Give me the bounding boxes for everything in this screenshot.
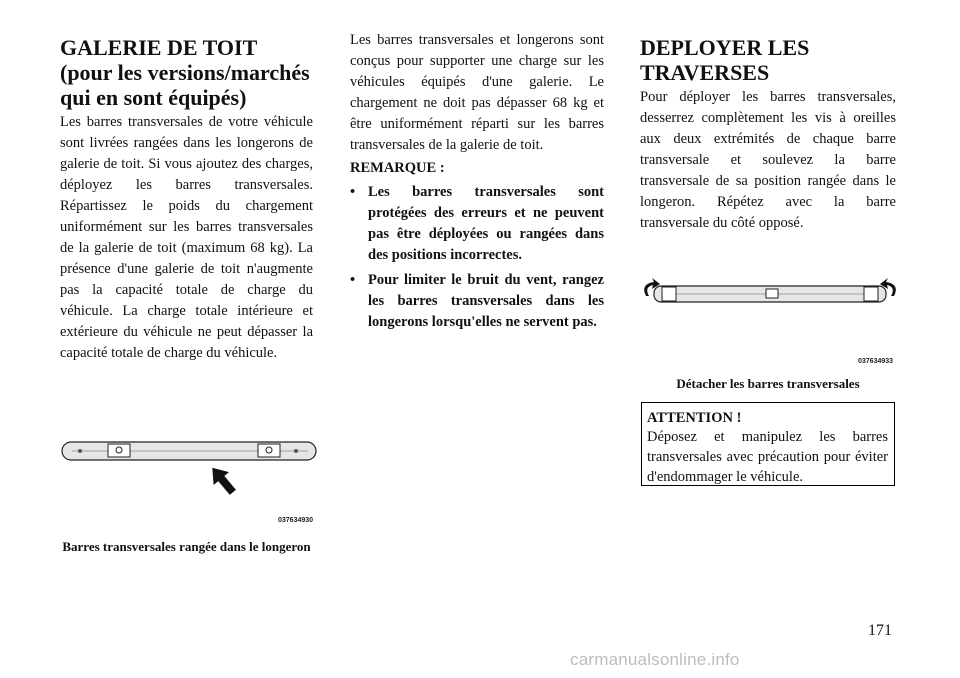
remark-item-text: Les barres transversales sont protégées des erreurs et ne peuvent pas être déployées ou rangées dans des positions incorrectes.: [368, 184, 604, 263]
detach-crossbar-illustration: [640, 278, 900, 370]
warning-text: Déposez et manipulez les barres transversales avec précaution pour éviter d'endommager le véhicule.: [647, 429, 888, 485]
stowed-crossbar-illustration: [60, 435, 320, 527]
figure-caption-stowed: Barres transversales rangée dans le longeron: [62, 539, 311, 554]
remark-label: REMARQUE :: [350, 160, 445, 176]
remark-item: [350, 270, 604, 333]
figure-detach-crossbar: [640, 278, 900, 370]
remark-list: [350, 182, 604, 333]
bullet-icon: •: [350, 184, 356, 200]
bullet-icon: •: [350, 272, 356, 288]
figure-code: 037634930: [278, 517, 314, 524]
roof-rack-paragraph: Les barres transversales de votre véhicule sont livrées rangées dans les longerons de galerie de toit. Si vous ajoutez des charges, déployez les barres transversales. Répartissez le poids du chargement uniformément sur les barres transversales de la galerie de toit (maximum 68 kg). La présence d'une galerie de toit n'augmente pas la capacité totale de charge du véhicule. La charge totale intérieure et extérieure du véhicule ne peut dépasser la capacité totale de charge du véhicule.: [60, 114, 313, 361]
figure-stowed-crossbar: [60, 435, 320, 527]
right-column: [640, 30, 896, 234]
remark-item: [350, 182, 604, 266]
page-number: 171: [868, 622, 892, 639]
warning-box: [641, 402, 895, 486]
arrow-icon: [205, 461, 241, 498]
deploy-paragraph: Pour déployer les barres transversales, desserrez complètement les vis à oreilles aux deux extrémités de chaque barre transversale et soulevez la barre transversale de sa position rangée dans le longeron. Répétez avec la barre transversale du côté opposé.: [640, 89, 896, 231]
section-title-deploy: DEPLOYER LES TRAVERSES: [640, 35, 810, 85]
figure-caption-detach: Détacher les barres transversales: [676, 376, 860, 391]
remark-item-text: Pour limiter le bruit du vent, rangez les barres transversales dans les longerons lorsqu'elles ne servent pas.: [368, 272, 604, 330]
middle-column: [350, 30, 604, 337]
warning-title: ATTENTION !: [647, 410, 742, 426]
watermark: carmanualsonline.info: [570, 650, 740, 669]
figure-code: 037634933: [858, 358, 894, 365]
left-column: [60, 30, 313, 364]
section-title-roof-rack: GALERIE DE TOIT (pour les versions/marchés qui en sont équipés): [60, 35, 310, 110]
load-paragraph: Les barres transversales et longerons sont conçus pour supporter une charge sur les véhicules équipés d'une galerie. Le chargement ne doit pas dépasser 68 kg et être uniformément réparti sur les barres transversales de la galerie de toit.: [350, 32, 604, 153]
